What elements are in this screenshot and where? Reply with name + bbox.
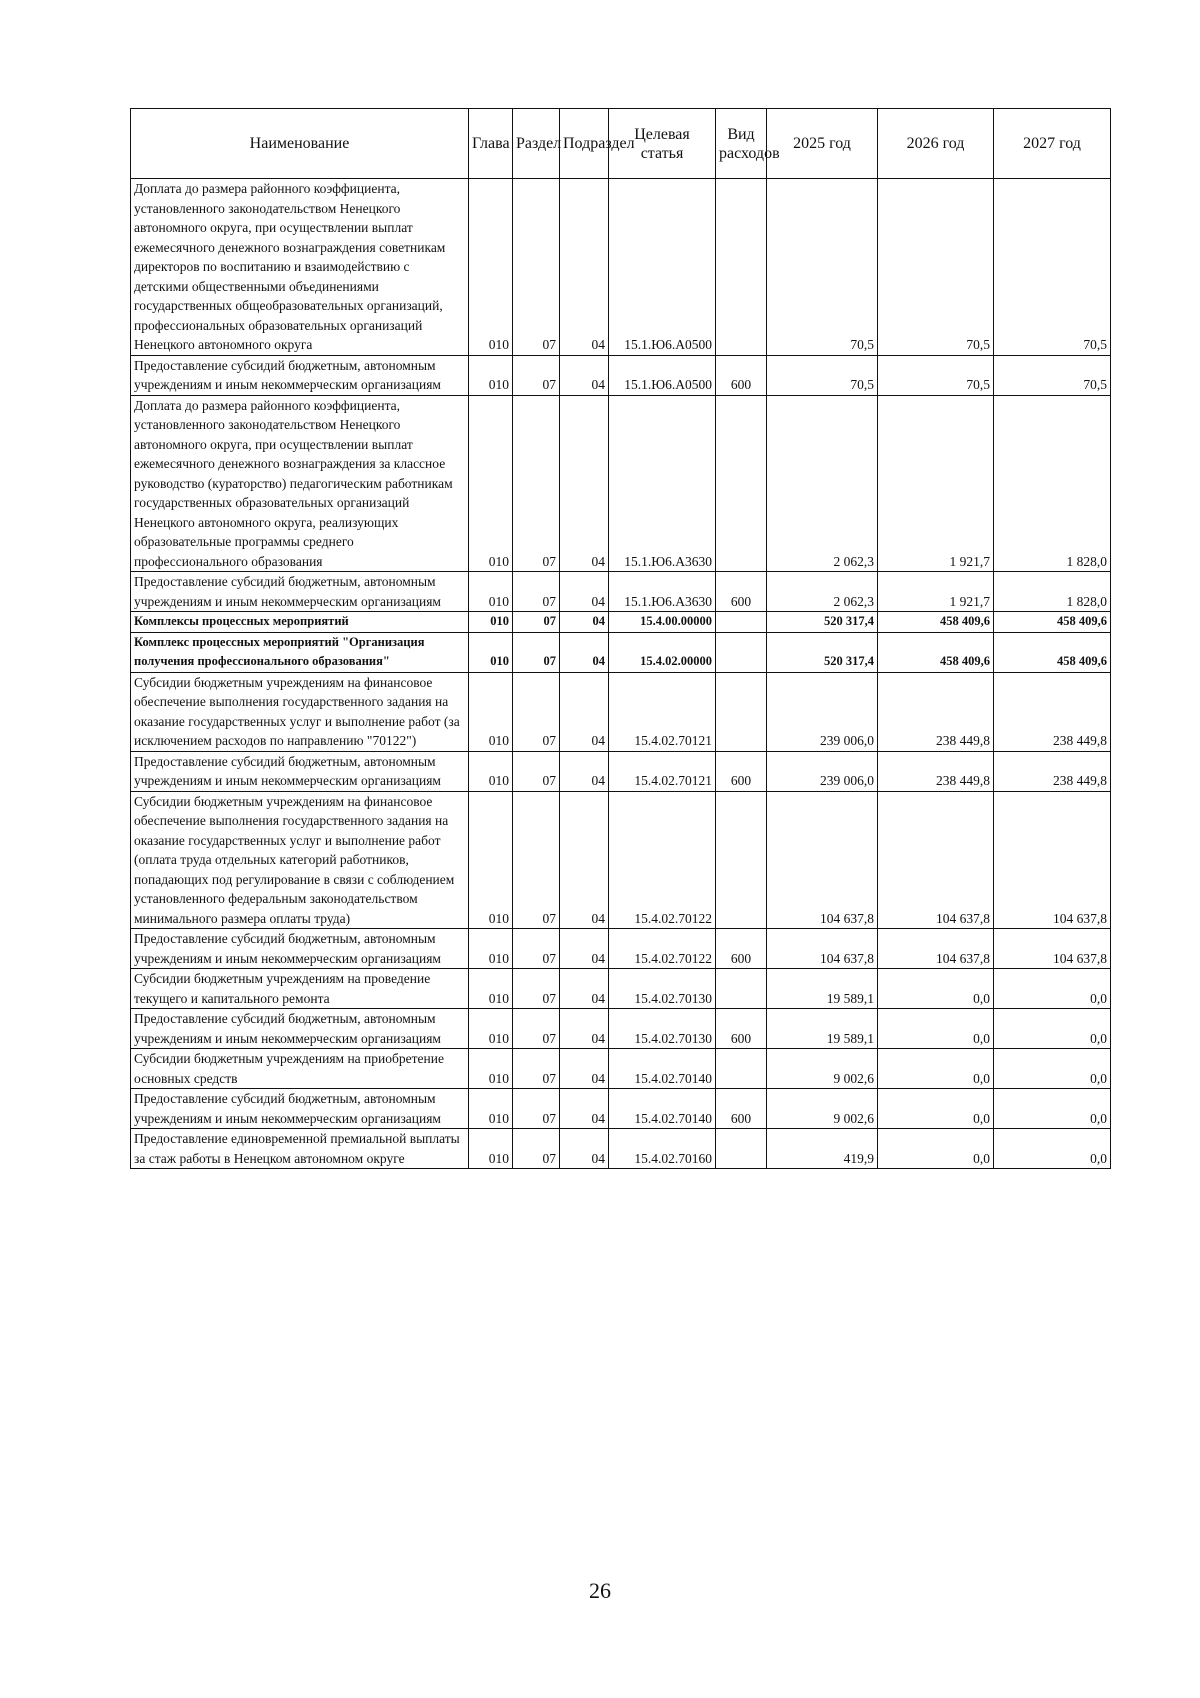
table-row <box>131 1129 1111 1169</box>
cell-2026: 70,5 <box>878 355 994 395</box>
cell-glava: 010 <box>469 395 513 572</box>
header-razdel: Раздел <box>513 109 560 179</box>
cell-vid: 600 <box>716 355 767 395</box>
cell-glava: 010 <box>469 1129 513 1169</box>
cell-glava: 010 <box>469 179 513 356</box>
cell-2027: 0,0 <box>994 969 1111 1009</box>
cell-razdel: 07 <box>513 672 560 751</box>
table-row <box>131 179 1111 356</box>
cell-razdel: 07 <box>513 395 560 572</box>
header-2026: 2026 год <box>878 109 994 179</box>
cell-name: Предоставление субсидий бюджетным, автономным учреждениям и иным некоммерческим организациям <box>131 572 469 612</box>
cell-2027: 104 637,8 <box>994 791 1111 929</box>
cell-2025: 104 637,8 <box>767 929 878 969</box>
cell-name: Предоставление субсидий бюджетным, автономным учреждениям и иным некоммерческим организациям <box>131 751 469 791</box>
header-kcsr: Целевая статья <box>609 109 716 179</box>
table-row <box>131 632 1111 672</box>
cell-razdel: 07 <box>513 791 560 929</box>
table-row <box>131 1049 1111 1089</box>
cell-2027: 0,0 <box>994 1089 1111 1129</box>
cell-podrazdel: 04 <box>560 1129 609 1169</box>
cell-2027: 70,5 <box>994 355 1111 395</box>
cell-2027: 1 828,0 <box>994 395 1111 572</box>
cell-razdel: 07 <box>513 1089 560 1129</box>
cell-2026: 238 449,8 <box>878 751 994 791</box>
cell-2025: 239 006,0 <box>767 672 878 751</box>
table-row <box>131 395 1111 572</box>
cell-kcsr: 15.4.02.70140 <box>609 1089 716 1129</box>
cell-2025: 9 002,6 <box>767 1089 878 1129</box>
cell-name: Предоставление единовременной премиальной выплаты за стаж работы в Ненецком автономном округе <box>131 1129 469 1169</box>
cell-podrazdel: 04 <box>560 179 609 356</box>
cell-2027: 1 828,0 <box>994 572 1111 612</box>
cell-2027: 0,0 <box>994 1049 1111 1089</box>
table-row <box>131 929 1111 969</box>
cell-name: Субсидии бюджетным учреждениям на финансовое обеспечение выполнения государственного задания на оказание государственных услуг и выполнение работ (за исключением расходов по направлению "70122") <box>131 672 469 751</box>
cell-vid <box>716 612 767 633</box>
cell-2027: 458 409,6 <box>994 632 1111 672</box>
cell-razdel: 07 <box>513 1129 560 1169</box>
cell-glava: 010 <box>469 751 513 791</box>
cell-vid <box>716 969 767 1009</box>
cell-name: Комплексы процессных мероприятий <box>131 612 469 633</box>
cell-podrazdel: 04 <box>560 355 609 395</box>
cell-glava: 010 <box>469 672 513 751</box>
cell-2025: 2 062,3 <box>767 572 878 612</box>
cell-razdel: 07 <box>513 355 560 395</box>
cell-razdel: 07 <box>513 969 560 1009</box>
cell-name: Субсидии бюджетным учреждениям на приобретение основных средств <box>131 1049 469 1089</box>
cell-podrazdel: 04 <box>560 572 609 612</box>
cell-razdel: 07 <box>513 179 560 356</box>
cell-2027: 238 449,8 <box>994 672 1111 751</box>
cell-2026: 0,0 <box>878 969 994 1009</box>
cell-glava: 010 <box>469 791 513 929</box>
cell-name: Предоставление субсидий бюджетным, автономным учреждениям и иным некоммерческим организациям <box>131 1089 469 1129</box>
cell-podrazdel: 04 <box>560 672 609 751</box>
cell-2027: 238 449,8 <box>994 751 1111 791</box>
cell-2025: 19 589,1 <box>767 1009 878 1049</box>
cell-2025: 239 006,0 <box>767 751 878 791</box>
cell-2027: 0,0 <box>994 1009 1111 1049</box>
cell-2027: 458 409,6 <box>994 612 1111 633</box>
cell-kcsr: 15.4.02.70121 <box>609 751 716 791</box>
cell-kcsr: 15.4.02.70122 <box>609 929 716 969</box>
cell-2027: 104 637,8 <box>994 929 1111 969</box>
header-vid: Вид расходов <box>716 109 767 179</box>
header-podrazdel: Подраздел <box>560 109 609 179</box>
table-row <box>131 1089 1111 1129</box>
cell-glava: 010 <box>469 929 513 969</box>
page-number: 26 <box>589 1578 611 1603</box>
cell-podrazdel: 04 <box>560 1049 609 1089</box>
header-2027: 2027 год <box>994 109 1111 179</box>
cell-name: Комплекс процессных мероприятий "Организация получения профессионального образования" <box>131 632 469 672</box>
cell-2026: 1 921,7 <box>878 395 994 572</box>
cell-vid: 600 <box>716 1009 767 1049</box>
cell-2025: 104 637,8 <box>767 791 878 929</box>
cell-razdel: 07 <box>513 1049 560 1089</box>
cell-kcsr: 15.1.Ю6.А0500 <box>609 179 716 356</box>
cell-razdel: 07 <box>513 751 560 791</box>
cell-name: Предоставление субсидий бюджетным, автономным учреждениям и иным некоммерческим организациям <box>131 355 469 395</box>
cell-vid: 600 <box>716 572 767 612</box>
cell-podrazdel: 04 <box>560 929 609 969</box>
cell-2025: 9 002,6 <box>767 1049 878 1089</box>
cell-vid <box>716 179 767 356</box>
cell-2026: 458 409,6 <box>878 632 994 672</box>
cell-kcsr: 15.4.02.70130 <box>609 1009 716 1049</box>
cell-2025: 419,9 <box>767 1129 878 1169</box>
table-row <box>131 969 1111 1009</box>
cell-podrazdel: 04 <box>560 751 609 791</box>
cell-podrazdel: 04 <box>560 612 609 633</box>
header-glava: Глава <box>469 109 513 179</box>
cell-name: Доплата до размера районного коэффициента, установленного законодательством Ненецкого автономного округа, при осуществлении выплат ежемесячного денежного вознаграждения за классное руководство (кураторство) педагогическим работникам государственных образовательных организаций Ненецкого автономного округа, реализующих образовательные программы среднего профессионального образования <box>131 395 469 572</box>
cell-glava: 010 <box>469 1049 513 1089</box>
cell-2026: 104 637,8 <box>878 929 994 969</box>
cell-2025: 520 317,4 <box>767 632 878 672</box>
table-row <box>131 791 1111 929</box>
cell-name: Предоставление субсидий бюджетным, автономным учреждениям и иным некоммерческим организациям <box>131 1009 469 1049</box>
cell-kcsr: 15.4.02.70160 <box>609 1129 716 1169</box>
cell-2025: 2 062,3 <box>767 395 878 572</box>
cell-vid: 600 <box>716 929 767 969</box>
budget-table <box>130 108 1111 1169</box>
cell-2026: 0,0 <box>878 1009 994 1049</box>
cell-vid <box>716 1129 767 1169</box>
cell-2026: 1 921,7 <box>878 572 994 612</box>
cell-2026: 458 409,6 <box>878 612 994 633</box>
header-name: Наименование <box>131 109 469 179</box>
cell-glava: 010 <box>469 572 513 612</box>
cell-vid <box>716 1049 767 1089</box>
table-row <box>131 1009 1111 1049</box>
cell-2027: 70,5 <box>994 179 1111 356</box>
cell-glava: 010 <box>469 1009 513 1049</box>
cell-podrazdel: 04 <box>560 1009 609 1049</box>
cell-2025: 520 317,4 <box>767 612 878 633</box>
cell-kcsr: 15.4.02.70130 <box>609 969 716 1009</box>
cell-vid: 600 <box>716 1089 767 1129</box>
cell-podrazdel: 04 <box>560 1089 609 1129</box>
table-row <box>131 751 1111 791</box>
header-2025: 2025 год <box>767 109 878 179</box>
cell-2026: 70,5 <box>878 179 994 356</box>
cell-kcsr: 15.4.02.70140 <box>609 1049 716 1089</box>
cell-vid <box>716 632 767 672</box>
cell-glava: 010 <box>469 632 513 672</box>
cell-podrazdel: 04 <box>560 969 609 1009</box>
cell-kcsr: 15.1.Ю6.А0500 <box>609 355 716 395</box>
cell-2026: 238 449,8 <box>878 672 994 751</box>
cell-kcsr: 15.4.02.00000 <box>609 632 716 672</box>
cell-kcsr: 15.1.Ю6.А3630 <box>609 395 716 572</box>
table-row <box>131 612 1111 633</box>
cell-glava: 010 <box>469 355 513 395</box>
cell-vid <box>716 672 767 751</box>
cell-2026: 0,0 <box>878 1089 994 1129</box>
cell-2026: 0,0 <box>878 1129 994 1169</box>
cell-kcsr: 15.4.00.00000 <box>609 612 716 633</box>
cell-2025: 70,5 <box>767 179 878 356</box>
cell-glava: 010 <box>469 1089 513 1129</box>
cell-kcsr: 15.4.02.70121 <box>609 672 716 751</box>
cell-glava: 010 <box>469 612 513 633</box>
cell-podrazdel: 04 <box>560 632 609 672</box>
table-row <box>131 355 1111 395</box>
cell-name: Доплата до размера районного коэффициента, установленного законодательством Ненецкого автономного округа, при осуществлении выплат ежемесячного денежного вознаграждения советникам директоров по воспитанию и взаимодействию с детскими общественными объединениями государственных общеобразовательных организаций, профессиональных образовательных организаций Ненецкого автономного округа <box>131 179 469 356</box>
cell-vid: 600 <box>716 751 767 791</box>
table-header-row <box>131 109 1111 179</box>
table-row <box>131 672 1111 751</box>
cell-podrazdel: 04 <box>560 791 609 929</box>
cell-razdel: 07 <box>513 929 560 969</box>
cell-name: Предоставление субсидий бюджетным, автономным учреждениям и иным некоммерческим организациям <box>131 929 469 969</box>
cell-vid <box>716 791 767 929</box>
cell-kcsr: 15.1.Ю6.А3630 <box>609 572 716 612</box>
cell-2027: 0,0 <box>994 1129 1111 1169</box>
cell-razdel: 07 <box>513 1009 560 1049</box>
cell-name: Субсидии бюджетным учреждениям на проведение текущего и капитального ремонта <box>131 969 469 1009</box>
cell-podrazdel: 04 <box>560 395 609 572</box>
table-row <box>131 572 1111 612</box>
cell-razdel: 07 <box>513 632 560 672</box>
cell-2026: 104 637,8 <box>878 791 994 929</box>
cell-name: Субсидии бюджетным учреждениям на финансовое обеспечение выполнения государственного задания на оказание государственных услуг и выполнение работ (оплата труда отдельных категорий работников, попадающих под регулирование в связи с соблюдением установленного федеральным законодательством минимального размера оплаты труда) <box>131 791 469 929</box>
cell-vid <box>716 395 767 572</box>
cell-glava: 010 <box>469 969 513 1009</box>
cell-2025: 70,5 <box>767 355 878 395</box>
cell-razdel: 07 <box>513 612 560 633</box>
cell-razdel: 07 <box>513 572 560 612</box>
cell-2025: 19 589,1 <box>767 969 878 1009</box>
cell-kcsr: 15.4.02.70122 <box>609 791 716 929</box>
cell-2026: 0,0 <box>878 1049 994 1089</box>
